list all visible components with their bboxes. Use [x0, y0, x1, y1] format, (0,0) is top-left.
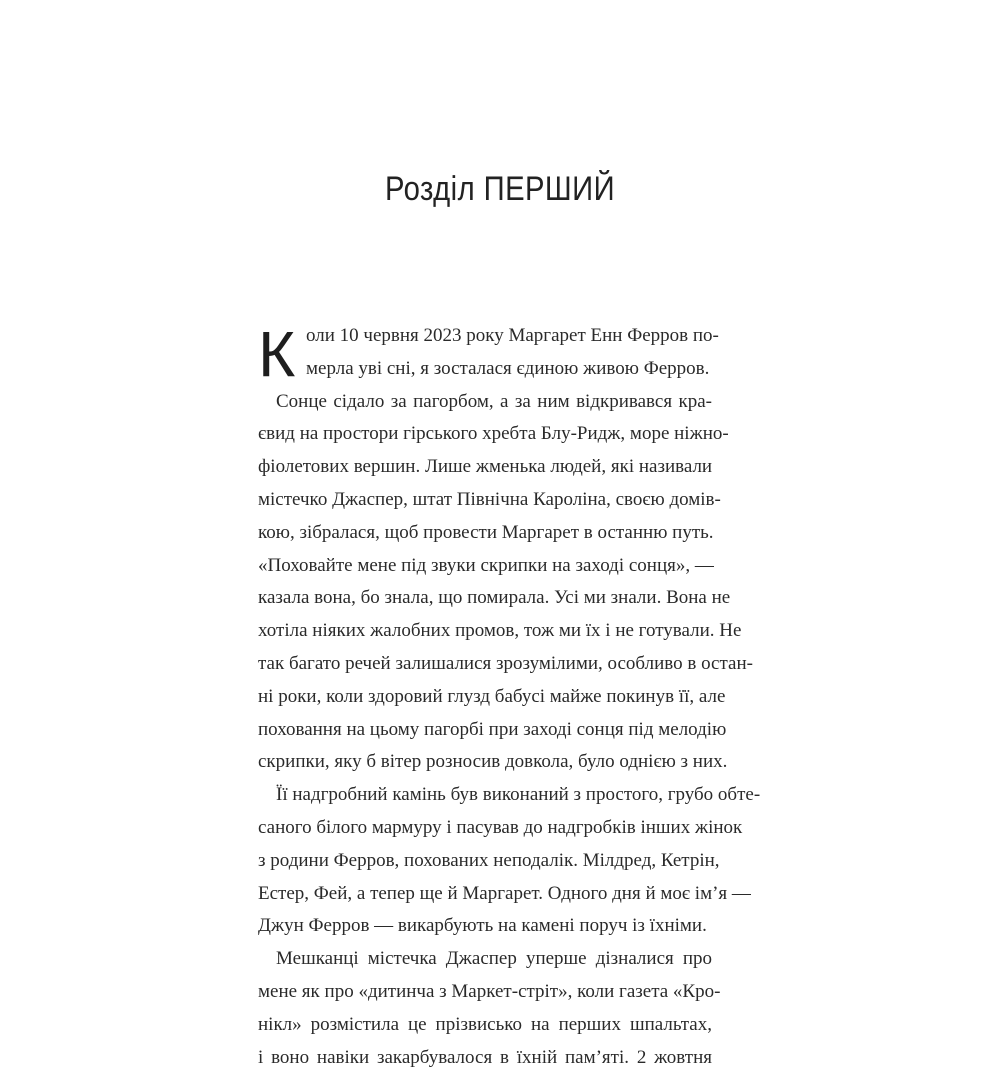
text-line: мерла уві сні, я зосталася єдиною живою Ферров. [306, 357, 710, 379]
text-line: оли 10 червня 2023 року Маргарет Енн Ферров по- [306, 325, 719, 346]
text-line: Мешканці містечка Джаспер уперше дізналися про [276, 948, 712, 970]
chapter-title: Розділ ПЕРШИЙ [384, 170, 616, 208]
text-line: з родини Ферров, похованих неподалік. Мілдред, Кетрін, [258, 849, 720, 871]
text-line: Сонце сідало за пагорбом, а за ним відкривався кра- [276, 390, 712, 412]
text-line: містечко Джаспер, штат Північна Кароліна, своєю домів- [258, 488, 721, 510]
text-line: Джун Ферров — викарбують на камені поруч із їхніми. [258, 915, 707, 937]
chapter-body [258, 318, 761, 1074]
text-line: нікл» розмістила це прізвисько на перших шпальтах, [258, 1013, 712, 1035]
text-line: ні роки, коли здоровий глузд бабусі майже покинув її, але [258, 685, 726, 707]
text-line: кою, зібралася, щоб провести Маргарет в останню путь. [258, 521, 714, 543]
text-line: і воно навіки закарбувалося в їхній пам’яті. 2 жовтня [258, 1046, 712, 1068]
text-line: Її надгробний камінь був виконаний з простого, грубо обте- [276, 784, 761, 806]
text-line: «Поховайте мене під звуки скрипки на заході сонця», — [258, 554, 714, 576]
text-line: скрипки, яку б вітер розносив довкола, було однією з них. [258, 751, 728, 773]
text-line: хотіла ніяких жалобних промов, тож ми їх і не готували. Не [258, 620, 742, 642]
text-line: фіолетових вершин. Лише жменька людей, які називали [258, 456, 713, 478]
text-line: казала вона, бо знала, що помирала. Усі ми знали. Вона не [258, 587, 731, 609]
text-line: Естер, Фей, а тепер ще й Маргарет. Одного дня й моє ім’я — [258, 882, 751, 904]
text-line: поховання на цьому пагорбі при заході сонця під мелодію [258, 718, 727, 740]
text-line: мене як про «дитинча з Маркет-стріт», коли газета «Кро- [258, 980, 721, 1002]
drop-cap: К [258, 318, 296, 390]
text-line: саного білого мармуру і пасував до надгробків інших жінок [258, 816, 743, 838]
text-line: євид на простори гірського хребта Блу-Ридж, море ніжно- [258, 423, 729, 445]
text-line: так багато речей залишалися зрозумілими, особливо в остан- [258, 652, 753, 674]
